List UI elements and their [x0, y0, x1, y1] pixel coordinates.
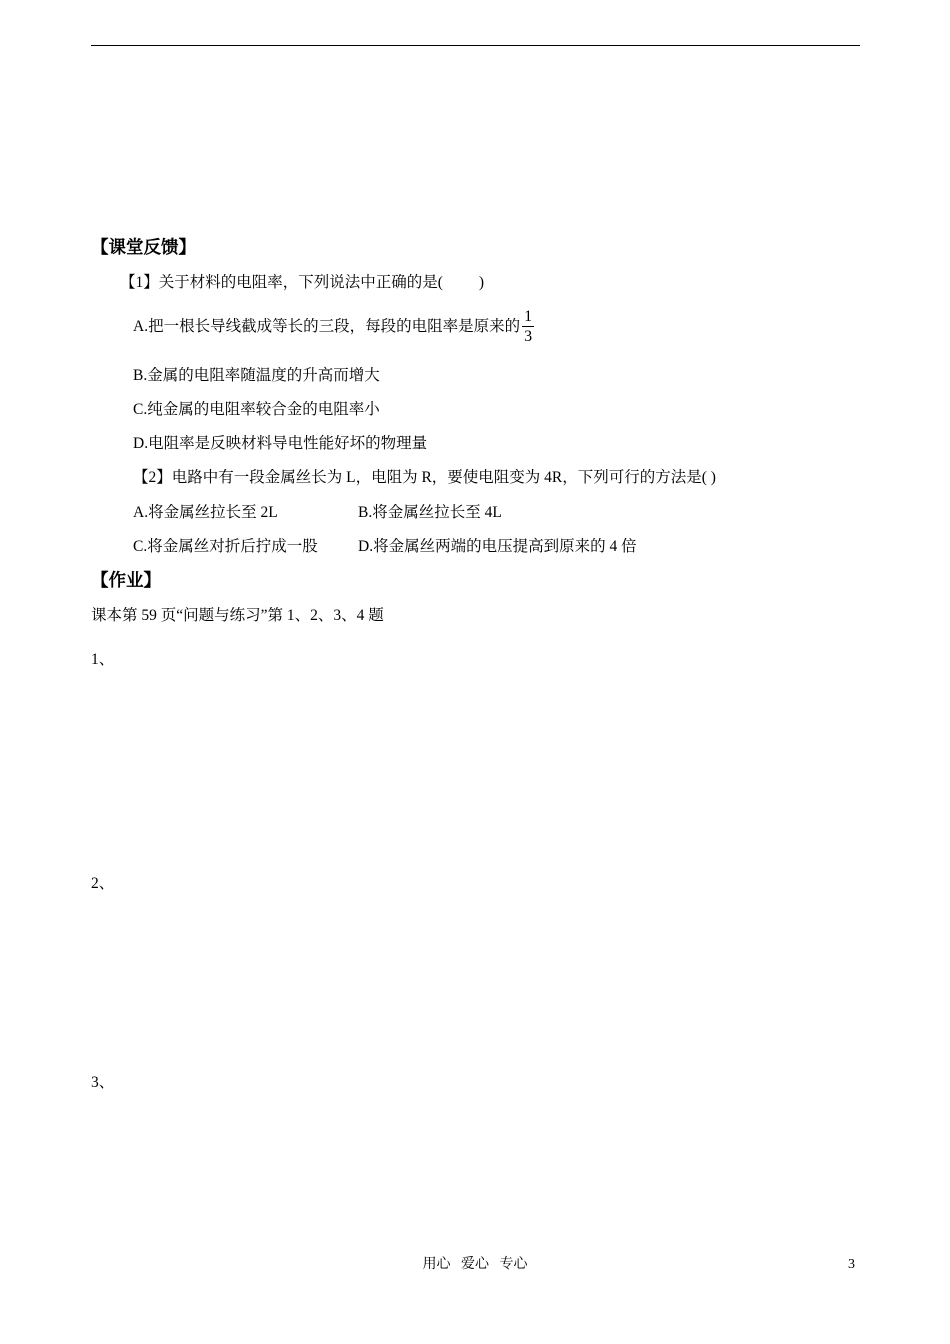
homework-item-1: 1、 [91, 651, 115, 668]
homework-item-3: 3、 [91, 1074, 115, 1091]
question-1-stem [120, 273, 484, 293]
homework-heading: 【作业】 [91, 571, 161, 591]
question-1-stem-close: ) [478, 274, 485, 291]
question-2-option-c: C.将金属丝对折后拧成一股 [133, 538, 318, 555]
feedback-heading: 【课堂反馈】 [91, 238, 196, 258]
fraction-one-third [522, 307, 534, 346]
question-2-option-a: A.将金属丝拉长至 2L [133, 504, 278, 521]
question-1-option-c: C.纯金属的电阻率较合金的电阻率小 [133, 401, 380, 418]
question-2-stem: 【2】电路中有一段金属丝长为 L，电阻为 R，要使电阻变为 4R，下列可行的方法是( ) [133, 469, 716, 486]
homework-item-2: 2、 [91, 875, 115, 892]
header-rule [91, 45, 860, 46]
fraction-numerator: 1 [524, 307, 533, 325]
question-1-option-d: D.电阻率是反映材料导电性能好坏的物理量 [133, 435, 428, 452]
question-1-option-a [133, 307, 534, 347]
question-2-option-b: B.将金属丝拉长至 4L [358, 504, 502, 521]
fraction-denominator: 3 [524, 327, 533, 345]
homework-instruction: 课本第 59 页“问题与练习”第 1、2、3、4 题 [91, 607, 384, 624]
footer-motto: 用心 爱心 专心 [422, 1257, 528, 1272]
page-number: 3 [848, 1257, 855, 1272]
option-a-text: A.把一根长导线截成等长的三段，每段的电阻率是原来的 [133, 318, 521, 335]
question-2-option-d: D.将金属丝两端的电压提高到原来的 4 倍 [358, 538, 637, 555]
question-1-stem-text: 【1】关于材料的电阻率，下列说法中正确的是( [120, 274, 443, 291]
question-1-option-b: B.金属的电阻率随温度的升高而增大 [133, 367, 380, 384]
